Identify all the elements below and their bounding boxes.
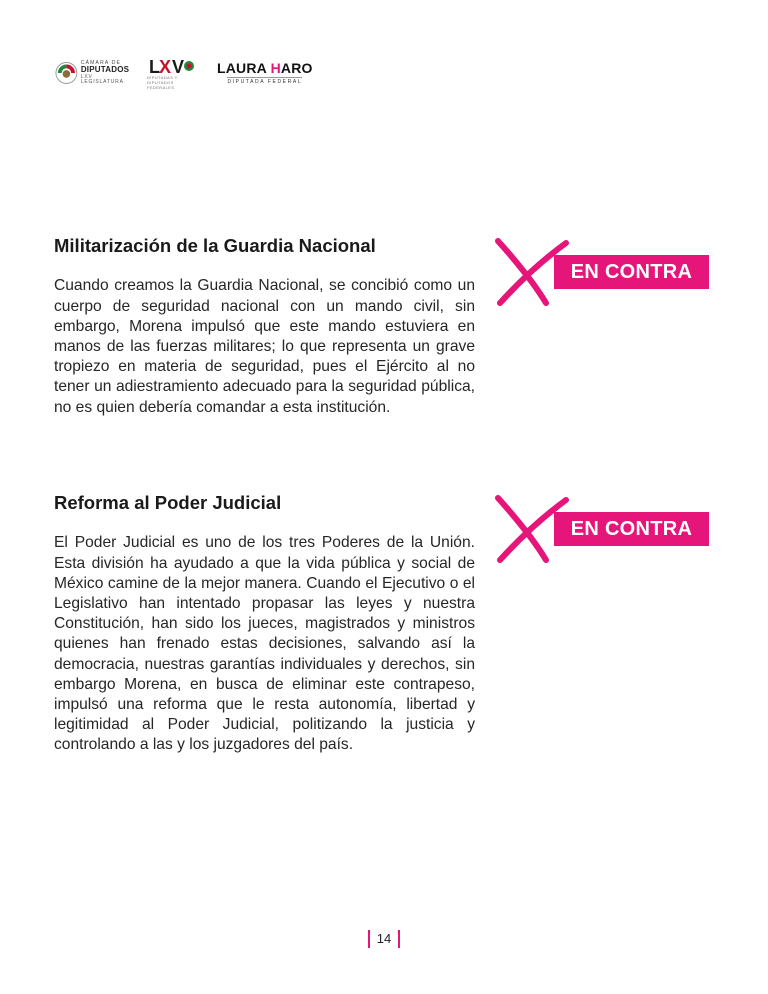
laura-name-b: ARO <box>280 60 313 76</box>
en-contra-badge: EN CONTRA <box>554 255 709 289</box>
page-number: 14 <box>368 930 400 948</box>
lxv-mark-icon <box>149 57 195 75</box>
laura-name-a: LAURA <box>217 60 271 76</box>
lxv-logo <box>147 57 197 90</box>
vote-indicator <box>494 237 716 309</box>
en-contra-badge: EN CONTRA <box>554 512 709 546</box>
camara-line2: DIPUTADOS <box>80 65 130 74</box>
section-title: Militarización de la Guardia Nacional <box>54 235 376 256</box>
camara-line3: LXV LEGISLATURA <box>80 74 124 85</box>
laura-subtitle: DIPUTADA FEDERAL <box>227 79 303 85</box>
header-logos <box>55 56 313 90</box>
section-title: Reforma al Poder Judicial <box>54 492 282 513</box>
lxv-caption: DIPUTADAS Y DIPUTADOS FEDERALES <box>147 74 178 90</box>
mexico-seal-icon <box>55 61 78 85</box>
svg-text:X: X <box>159 56 172 75</box>
svg-text:L: L <box>149 56 160 75</box>
laura-name-h: H <box>270 60 281 76</box>
svg-text:V: V <box>172 56 185 75</box>
vote-indicator <box>494 494 716 566</box>
camara-diputados-logo <box>55 61 135 85</box>
section-guardia-nacional <box>54 236 475 418</box>
section-body: El Poder Judicial es uno de los tres Poderes de la Unión. Esta división ha ayudado a que la vida pública y social de México camine de la mejor manera. Cuando el Ejecutivo o el Legislativo han intentado propasar las leyes y nuestra Constitución, han sido los jueces, magistrados y ministros quienes han frenado estas decisiones, salvando así la democracia, nuestras garantías individuales y derechos, sin embargo Morena, en busca de eliminar este contrapeso, impulsó una reforma que le resta autonomía, libertad y legitimidad al Poder Judicial, politizando la justicia y controlando a las y los juzgadores del país. <box>54 534 475 754</box>
laura-haro-logo <box>217 61 313 85</box>
section-poder-judicial <box>54 493 475 756</box>
section-body: Cuando creamos la Guardia Nacional, se concibió como un cuerpo de seguridad nacional con un mando civil, sin embargo, Morena impulsó que este mando estuviera en manos de las fuerzas militares; lo que representa un grave tropiezo en materia de seguridad, pues el Ejército al no tener un adiestramiento adecuado para la seguridad pública, no es quien debería comandar a esta institución. <box>54 277 475 416</box>
camara-line1: CÁMARA DE <box>80 60 122 66</box>
